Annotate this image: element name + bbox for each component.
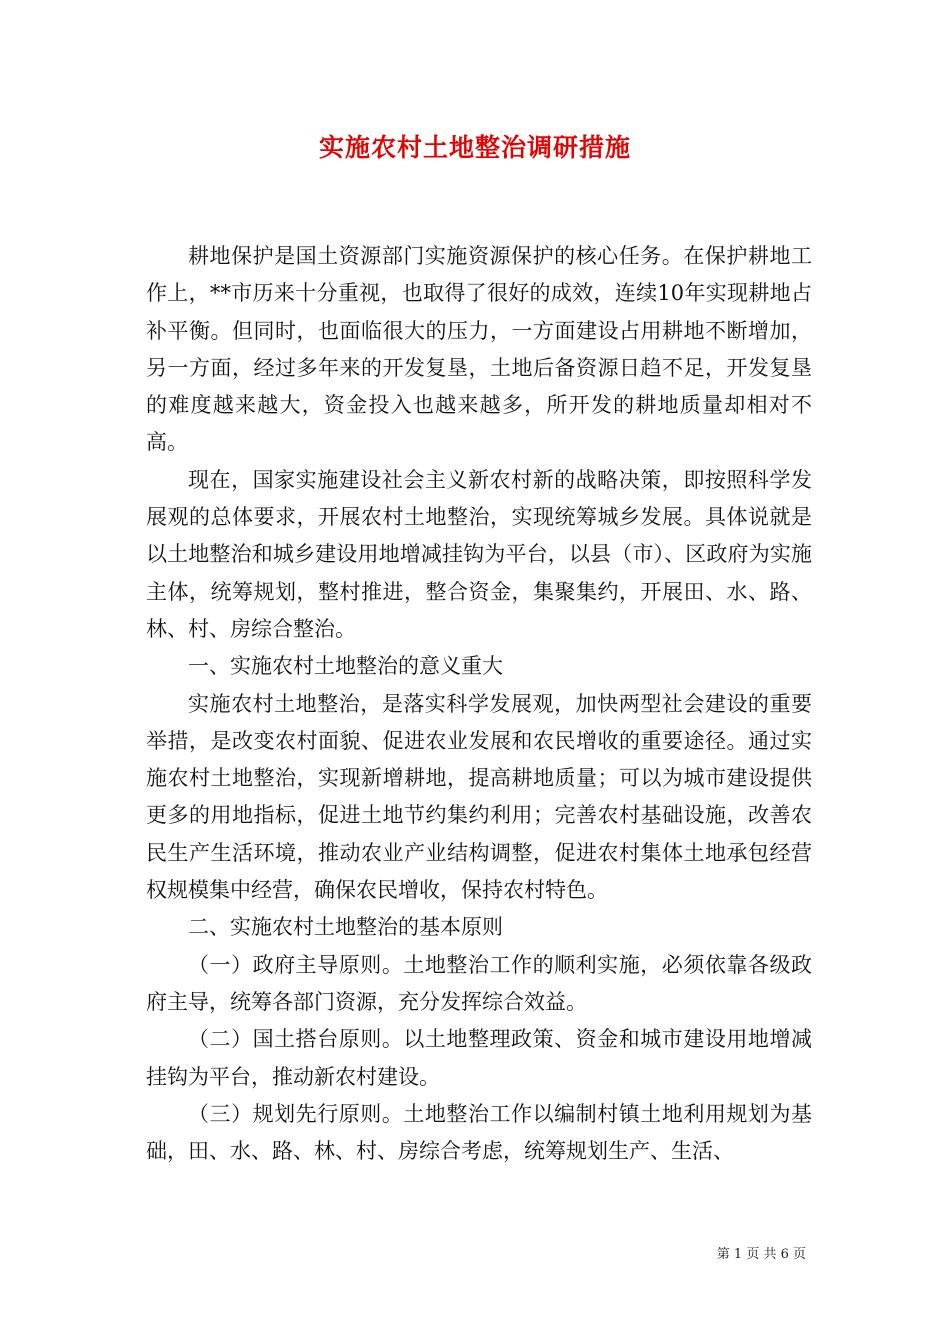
principle-1: （一）政府主导原则。土地整治工作的顺利实施，必须依靠各级政府主导，统筹各部门资源，充分发挥综合效益。 <box>146 952 812 1014</box>
section-heading-1: 一、实施农村土地整治的意义重大 <box>188 654 503 679</box>
principle-2: （二）国土搭台原则。以土地整理政策、资金和城市建设用地增减挂钩为平台，推动新农村建设。 <box>146 1027 812 1089</box>
document-title: 实施农村土地整治调研措施 <box>318 133 631 162</box>
paragraph-background: 现在，国家实施建设社会主义新农村新的战略决策，即按照科学发展观的总体要求，开展农村土地整治，实现统筹城乡发展。具体说就是以土地整治和城乡建设用地增减挂钩为平台，以县（市）、区政府为实施主体，统筹规划，整村推进，整合资金，集聚集约，开展田、水、路、林、村、房综合整治。 <box>146 467 812 641</box>
principle-3: （三）规划先行原则。土地整治工作以编制村镇土地利用规划为基础，田、水、路、林、村、房综合考虑，统筹规划生产、生活、 <box>146 1101 812 1164</box>
paragraph-significance: 实施农村土地整治，是落实科学发展观，加快两型社会建设的重要举措，是改变农村面貌、促进农业发展和农民增收的重要途径。通过实施农村土地整治，实现新增耕地，提高耕地质量；可以为城市建设提供更多的用地指标，促进土地节约集约利用；完善农村基础设施，改善农民生产生活环境，推动农业产业结构调整，促进农村集体土地承包经营权规模集中经营，确保农民增收，保持农村特色。 <box>146 691 812 903</box>
paragraph-intro: 耕地保护是国土资源部门实施资源保护的核心任务。在保护耕地工作上，**市历来十分重视，也取得了很好的成效，连续10年实现耕地占补平衡。但同时，也面临很大的压力，一方面建设占用耕地不断增加，另一方面，经过多年来的开发复垦，土地后备资源日趋不足，开发复垦的难度越来越大，资金投入也越来越多，所开发的耕地质量却相对不高。 <box>146 244 812 455</box>
document-body <box>146 238 812 1170</box>
page-number: 第 1 页 共 6 页 <box>716 1247 806 1262</box>
section-heading-2: 二、实施农村土地整治的基本原则 <box>188 915 503 940</box>
